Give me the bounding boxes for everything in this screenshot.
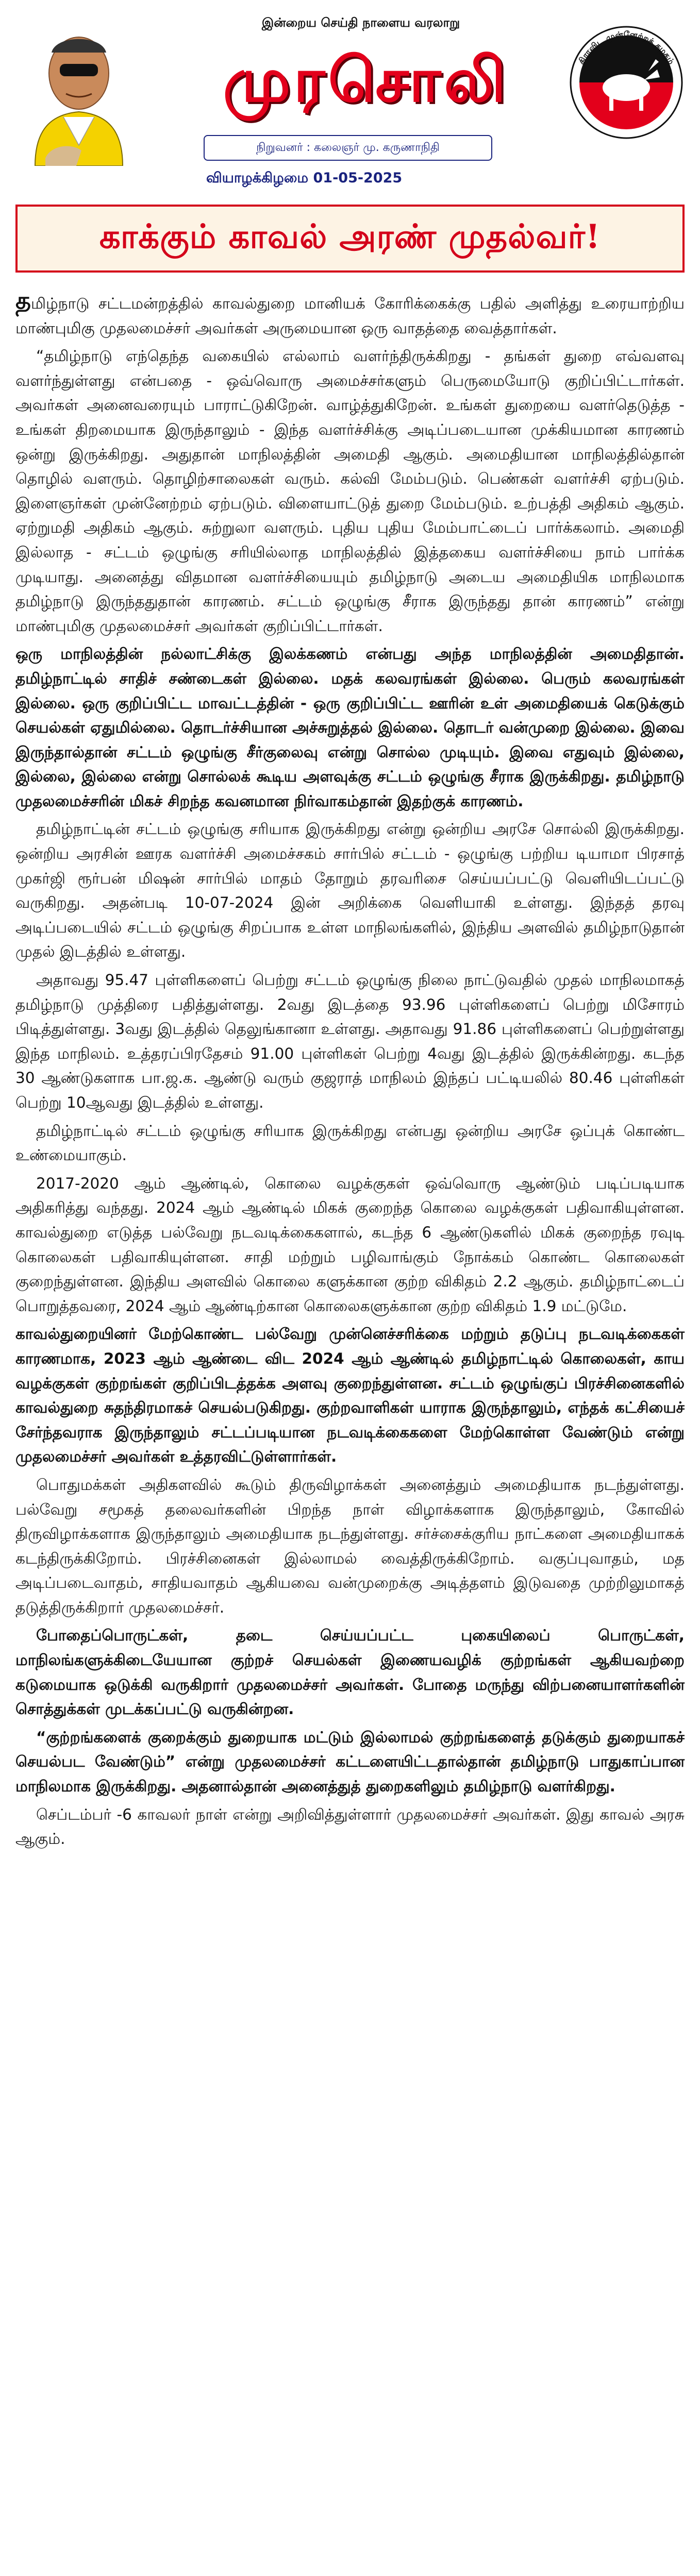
article-paragraph: ஒரு மாநிலத்தின் நல்லாட்சிக்கு இலக்கணம் என்பது அந்த மாநிலத்தின் அமைதிதான். தமிழ்நாட்டில் சாதிச் சண்டைகள் இல்லை. மதக் கலவரங்கள் இல்லை. பெரும் கலவரங்கள் இல்லை. ஒரு குறிப்பிட்ட மாவட்டத்தின் - ஒரு குறிப்பிட்ட ஊரின் உள் அமைதியைக் கெடுக்கும் செயல்கள் ஏதுமில்லை. தொடர்ச்சியான அச்சுறுத்தல் இல்லை. தொடர் வன்முறை இல்லை. இவை இருந்தால்தான் சட்டம் ஒழுங்கு சீர்குலைவு என்று சொல்ல முடியும். இவை எதுவும் இல்லை, இல்லை, இல்லை என்று சொல்லக் கூடிய அளவுக்கு சட்டம் ஒழுங்கு சீராக இருக்கிறது. தமிழ்நாடு முதலமைச்சரின் மிகச் சிறந்த கவனமான நிர்வாகம்தான் இதற்குக் காரணம்.: [15, 645, 685, 810]
article-paragraph: அதாவது 95.47 புள்ளிகளைப் பெற்று சட்டம் ஒழுங்கு நிலை நாட்டுவதில் முதல் மாநிலமாகத் தமிழ்நாடு முத்திரை பதித்துள்ளது. 2வது இடத்தை 93.96 புள்ளிகளைப் பெற்று மிசோரம் பிடித்துள்ளது. 3வது இடத்தில் தெலுங்கானா உள்ளது. அதாவது 91.86 புள்ளிகளைப் பெற்றுள்ளது இந்த மாநிலம். உத்தரப்பிரதேசம் 91.00 புள்ளிகள் பெற்று 4வது இடத்தில் இருக்கின்றது. கடந்த 30 ஆண்டுகளாக பா.ஜ.க. ஆண்டு வரும் குஜராத் மாநிலம் இந்தப் பட்டியலில் 80.46 புள்ளிகள் பெற்று 10ஆவது இடத்தில் உள்ளது.: [15, 971, 685, 1111]
paragraph-text: மிழ்நாடு சட்டமன்றத்தில் காவல்துறை மானியக் கோரிக்கைக்கு பதில் அளித்து உரையாற்றிய மாண்புமிகு முதலமைச்சர் அவர்கள் அருமையான ஒரு வாதத்தை வைத்தார்கள்.: [15, 295, 685, 337]
article-paragraph: காவல்துறையினர் மேற்கொண்ட பல்வேறு முன்னெச்சரிக்கை மற்றும் தடுப்பு நடவடிக்கைகள் காரணமாக, 2023 ஆம் ஆண்டை விட 2024 ஆம் ஆண்டில் தமிழ்நாட்டில் கொலைகள், காய வழக்குகள் குற்றங்கள் குறிப்பிடத்தக்க அளவு குறைந்துள்ளன. சட்டம் ஒழுங்குப் பிரச்சினைகளில் காவல்துறை சுதந்திரமாகச் செயல்படுகிறது. குற்றவாளிகள் யாராக இருந்தாலும், எந்தக் கட்சியைச் சேர்ந்தவராக இருந்தாலும் சட்டப்படியான நடவடிக்கைகளை மேற்கொள்ள வேண்டும் என்று முதலமைச்சர் அவர்கள் உத்தரவிட்டுள்ளார்கள்.: [15, 1325, 685, 1466]
party-emblem: [562, 10, 691, 160]
newspaper-nameplate: முரசொலி: [223, 44, 509, 115]
issue-date: வியாழக்கிழமை 01-05-2025: [206, 170, 403, 186]
article-paragraph: பொதுமக்கள் அதிகளவில் கூடும் திருவிழாக்கள் அனைத்தும் அமைதியாக நடந்துள்ளது. பல்வேறு சமூகத் தலைவர்களின் பிறந்த நாள் விழாக்களாக இருந்தாலும், கோவில் திருவிழாக்களாக இருந்தாலும் அமைதியாக நடந்துள்ளது. சர்ச்சைக்குரிய நாட்களை அமைதியாகக் கடந்திருக்கிறோம். பிரச்சினைகள் இல்லாமல் வைத்திருக்கிறோம். வகுப்புவாதம், மத அடிப்படைவாதம், சாதியவாதம் ஆகியவை வன்முறைக்கு அடித்தளம் இடுவதை முற்றிலுமாகத் தடுத்திருக்கிறார் முதலமைச்சர்.: [15, 1476, 685, 1616]
article-paragraph: தமிழ்நாட்டின் சட்டம் ஒழுங்கு சரியாக இருக்கிறது என்று ஒன்றிய அரசே சொல்லி இருக்கிறது. ஒன்றிய அரசின் ஊரக வளர்ச்சி அமைச்சகம் சார்பில் சட்டம் - ஒழுங்கு பற்றிய டியாமா பிரசாத் முகர்ஜி ரூர்பன் மிஷன் சார்பில் மாதம் தோறும் தரவரிசை செய்யப்பட்டு வெளியிடப்பட்டு வருகிறது. அதன்படி 10-07-2024 இன் அறிக்கை வெளியாகி உள்ளது. இந்தத் தரவு அடிப்படையில் சட்டம் ஒழுங்கு சிறப்பாக உள்ள மாநிலங்களில், இந்திய அளவில் தமிழ்நாடுதான் முதல் இடத்தில் உள்ளது.: [15, 820, 685, 961]
headline-box: [15, 205, 685, 273]
article-paragraph: போதைப்பொருட்கள், தடை செய்யப்பட்ட புகையிலைப் பொருட்கள், மாநிலங்களுக்கிடையேயான குற்றச் செயல்கள் இணையவழிக் குற்றங்கள் ஆகியவற்றை கடுமையாக ஒடுக்கி வருகிறார் முதலமைச்சர் அவர்கள். போதை மருந்து விற்பனையாளர்களின் சொத்துக்கள் முடக்கப்பட்டு வருகின்றன.: [15, 1626, 685, 1718]
editorial-article: [15, 286, 685, 2576]
article-paragraph: செப்டம்பர் -6 காவலர் நாள் என்று அறிவித்துள்ளார் முதலமைச்சர் அவர்கள். இது காவல் அரசு ஆகும்.: [15, 1805, 685, 1848]
masthead: [0, 0, 700, 196]
founder-credit: நிறுவனர் : கலைஞர் மு. கருணாநிதி: [204, 135, 492, 161]
emblem-text: திராவிட முன்னேற்றக் கழகம்: [576, 29, 677, 66]
drop-cap: த: [15, 286, 31, 314]
article-paragraph: “குற்றங்களைக் குறைக்கும் துறையாக மட்டும் இல்லாமல் குற்றங்களைத் தடுக்கும் துறையாகச் செயல்பட வேண்டும்” என்று முதலமைச்சர் கட்டளையிட்டதால்தான் தமிழ்நாடு பாதுகாப்பான மாநிலமாக இருக்கிறது. அதனால்தான் அனைத்துத் துறைகளிலும் தமிழ்நாடு வளர்கிறது.: [15, 1728, 685, 1795]
article-paragraph: 2017-2020 ஆம் ஆண்டில், கொலை வழக்குகள் ஒவ்வொரு ஆண்டும் படிப்படியாக அதிகரித்து வந்தது. 2024 ஆம் ஆண்டில் மிகக் குறைந்த கொலை வழக்குகள் பதிவாகியுள்ளன. காவல்துறை எடுத்த பல்வேறு நடவடிக்கைகளால், கடந்த 6 ஆண்டுகளில் மிகக் குறைந்த ரவுடி கொலைகள் பதிவாகியுள்ளன. சாதி மற்றும் பழிவாங்கும் நோக்கம் கொண்ட கொலைகள் குறைந்துள்ளன. இந்திய அளவில் கொலை களுக்கான குற்ற விகிதம் 2.2 ஆகும். தமிழ்நாட்டைப் பொறுத்தவரை, 2024 ஆம் ஆண்டிற்கான கொலைகளுக்கான குற்ற விகிதம் 1.9 மட்டுமே.: [15, 1174, 685, 1315]
article-paragraph: “தமிழ்நாடு எந்தெந்த வகையில் எல்லாம் வளர்ந்திருக்கிறது - தங்கள் துறை எவ்வளவு வளர்ந்துள்ளது என்பதை - ஒவ்வொரு அமைச்சர்களும் பெருமையோடு குறிப்பிட்டார்கள். அவர்கள் அனைவரையும் பாராட்டுகிறேன். வாழ்த்துகிறேன். உங்கள் துறையை வளர்தெடுத்த - உங்கள் திறமையாக இருந்தாலும் - இந்த வளர்ச்சிக்கு அடிப்படையான முக்கியமான காரணம் ஒன்று இருக்கிறது. அதுதான் மாநிலத்தின் அமைதி ஆகும். அமைதியான மாநிலத்தில்தான் தொழில் வளரும். தொழிற்சாலைகள் வரும். கல்வி மேம்படும். பெண்கள் வளர்ச்சி ஏற்படும். இளைஞர்கள் முன்னேற்றம் ஏற்படும். விளையாட்டுத் துறை மேம்படும். உற்பத்தி அதிகம் ஆகும். ஏற்றுமதி அதிகம் ஆகும். சுற்றுலா வளரும். புதிய புதிய மேம்பாட்டைப் பார்க்கலாம். அமைதி இல்லாத - சட்டம் ஒழுங்கு சரியில்லாத மாநிலத்தில் இத்தகைய வளர்ச்சியை நாம் பார்க்க முடியாது. அனைத்து விதமான வளர்ச்சியையும் தமிழ்நாடு அடைய அமைதியிக மாநிலமாக தமிழ்நாடு இருந்ததுதான் காரணம். சட்டம் ஒழுங்கு சீராக இருந்தது தான் காரணம்” என்று மாண்புமிகு முதலமைச்சர் அவர்கள் குறிப்பிட்டார்கள்.: [15, 347, 685, 635]
editorial-headline: காக்கும் காவல் அரண் முதல்வர்!: [99, 217, 601, 256]
article-paragraph: தமிழ்நாட்டில் சட்டம் ஒழுங்கு சரியாக இருக்கிறது என்பது ஒன்றிய அரசே ஒப்புக் கொண்ட உண்மையாகும்.: [15, 1122, 685, 1164]
tagline: இன்றைய செய்தி நாளைய வரலாறு: [261, 15, 460, 30]
article-paragraph: [15, 286, 685, 341]
founder-portrait: [14, 11, 143, 166]
